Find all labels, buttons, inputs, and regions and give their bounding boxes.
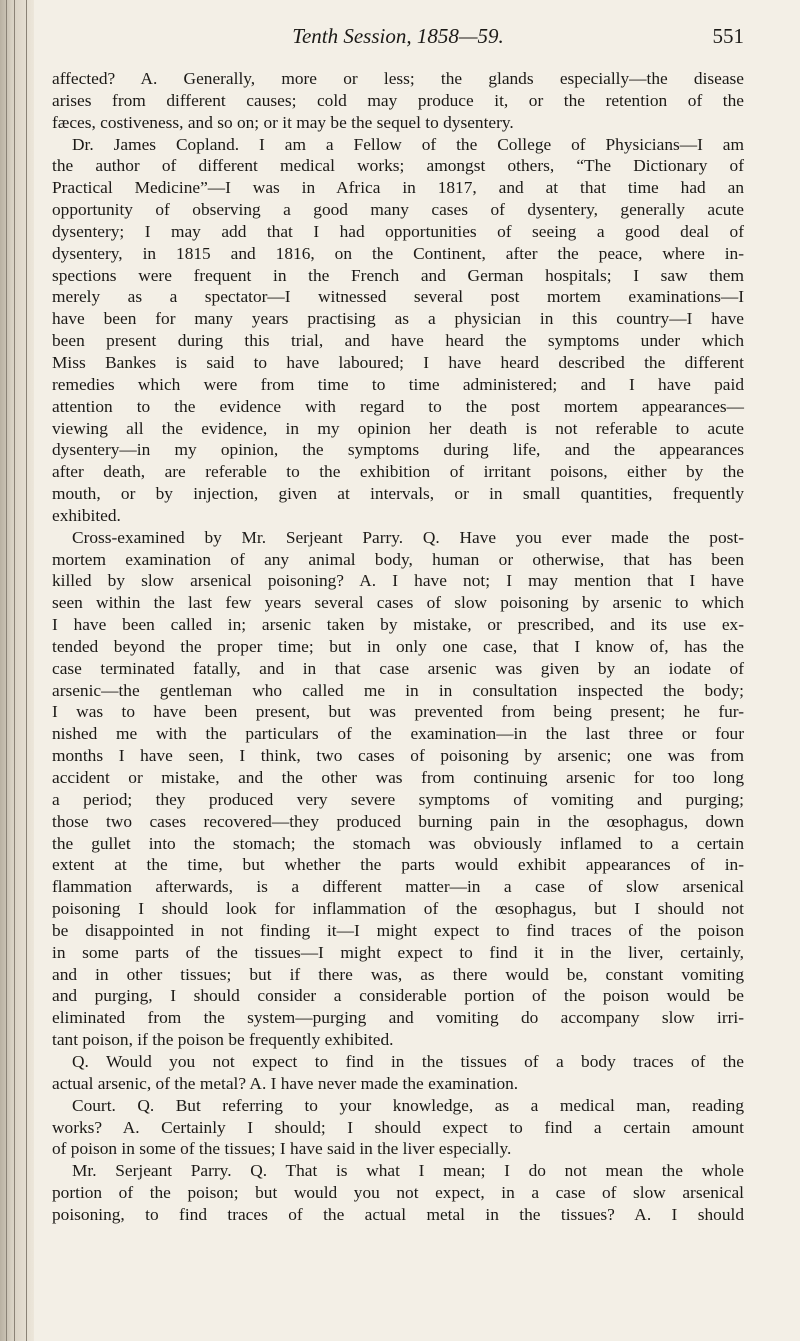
text-line: the author of different medical works; amongst others, “The Dictionary of xyxy=(52,156,744,176)
text-line: viewing all the evidence, in my opinion her death is not referable to acute xyxy=(52,418,744,438)
text-line: those two cases recovered—they produced burning pain in the œsophagus, down xyxy=(52,811,744,831)
book-gutter-edge xyxy=(0,0,34,1341)
text-line: Mr. Serjeant Parry. Q. That is what I mean; I do not mean the whole xyxy=(72,1161,744,1181)
text-line: arsenic—the gentleman who called me in in consultation inspected the body; xyxy=(52,680,744,700)
text-line: eliminated from the system—purging and vomiting do accompany slow irri- xyxy=(52,1008,744,1028)
text-line: and purging, I should consider a considerable portion of the poison would be xyxy=(52,986,744,1006)
text-line: dysentery—in my opinion, the symptoms during life, and the appearances xyxy=(52,440,744,460)
text-line: spections were frequent in the French and German hospitals; I saw them xyxy=(52,265,744,285)
text-line: tant poison, if the poison be frequently exhibited. xyxy=(52,1030,394,1050)
gutter-line xyxy=(6,0,7,1341)
text-line: portion of the poison; but would you not expect, in a case of slow arsenical xyxy=(52,1183,744,1203)
text-line: flammation afterwards, is a different matter—in a case of slow arsenical xyxy=(52,877,744,897)
text-line: in some parts of the tissues—I might expect to find it in the liver, certainly, xyxy=(52,942,744,962)
text-line: fæces, costiveness, and so on; or it may be the sequel to dysentery. xyxy=(52,112,514,132)
text-line: nished me with the particulars of the examination—in the last three or four xyxy=(52,724,744,744)
gutter-line xyxy=(14,0,15,1341)
text-line: Practical Medicine”—I was in Africa in 1817, and at that time had an xyxy=(52,178,744,198)
text-line: a period; they produced very severe symptoms of vomiting and purging; xyxy=(52,789,744,809)
paragraph xyxy=(52,68,744,134)
text-line: Court. Q. But referring to your knowledge, as a medical man, reading xyxy=(72,1095,744,1115)
text-line: mouth, or by injection, given at intervals, or in small quantities, frequently xyxy=(52,484,744,504)
text-line: dysentery; I may add that I had opportunities of seeing a good deal of xyxy=(52,221,744,241)
paragraph xyxy=(52,134,744,527)
text-line: months I have seen, I think, two cases of poisoning by arsenic; one was from xyxy=(52,746,744,766)
text-line: dysentery, in 1815 and 1816, on the Continent, after the peace, where in- xyxy=(52,243,744,263)
text-line: extent at the time, but whether the parts would exhibit appearances of in- xyxy=(52,855,744,875)
text-line: mortem examination of any animal body, human or otherwise, that has been xyxy=(52,549,744,569)
text-line: been present during this trial, and have heard the symptoms under which xyxy=(52,331,744,351)
text-line: Miss Bankes is said to have laboured; I have heard described the different xyxy=(52,352,744,372)
text-line: works? A. Certainly I should; I should expect to find a certain amount xyxy=(52,1117,744,1137)
text-line: of poison in some of the tissues; I have said in the liver especially. xyxy=(52,1139,512,1159)
page-number: 551 xyxy=(712,24,744,48)
text-line: poisoning I should look for inflammation of the œsophagus, but I should not xyxy=(52,899,744,919)
text-line: after death, are referable to the exhibition of irritant poisons, either by the xyxy=(52,462,744,482)
text-line: Dr. James Copland. I am a Fellow of the College of Physicians—I am xyxy=(72,134,744,154)
gutter-line xyxy=(26,0,27,1341)
text-line: I was to have been present, but was prevented from being present; he fur- xyxy=(52,702,744,722)
paragraph xyxy=(52,1160,744,1226)
paragraph xyxy=(52,1051,744,1095)
book-page xyxy=(52,24,744,1226)
text-line: exhibited. xyxy=(52,505,121,525)
text-line: I have been called in; arsenic taken by mistake, or prescribed, and its use ex- xyxy=(52,615,744,635)
text-line: tended beyond the proper time; but in only one case, that I know of, has the xyxy=(52,636,744,656)
text-line: Cross-examined by Mr. Serjeant Parry. Q. Have you ever made the post- xyxy=(72,527,744,547)
text-line: case terminated fatally, and in that case arsenic was given by an iodate of xyxy=(52,658,744,678)
text-line: killed by slow arsenical poisoning? A. I have not; I may mention that I have xyxy=(52,571,744,591)
text-line: attention to the evidence with regard to the post mortem appearances— xyxy=(52,396,744,416)
text-line: remedies which were from time to time administered; and I have paid xyxy=(52,374,744,394)
paragraph xyxy=(52,527,744,1051)
text-line: affected? A. Generally, more or less; the glands especially—the disease xyxy=(52,69,744,88)
running-title: Tenth Session, 1858—59. xyxy=(292,24,504,48)
text-line: seen within the last few years several cases of slow poisoning by arsenic to which xyxy=(52,593,744,613)
text-line: actual arsenic, of the metal? A. I have never made the examination. xyxy=(52,1073,519,1093)
text-line: have been for many years practising as a physician in this country—I have xyxy=(52,309,744,329)
text-line: poisoning, to find traces of the actual metal in the tissues? A. I should xyxy=(52,1204,744,1224)
text-line: and in other tissues; but if there was, as there would be, constant vomiting xyxy=(52,964,744,984)
text-line: Q. Would you not expect to find in the tissues of a body traces of the xyxy=(72,1051,744,1071)
text-line: merely as a spectator—I witnessed several post mortem examinations—I xyxy=(52,287,744,307)
paragraph xyxy=(52,1095,744,1161)
page-header xyxy=(52,24,744,68)
body-text xyxy=(52,68,744,1226)
text-line: opportunity of observing a good many cases of dysentery, generally acute xyxy=(52,200,744,220)
text-line: the gullet into the stomach; the stomach was obviously inflamed to a certain xyxy=(52,833,744,853)
text-line: be disappointed in not finding it—I might expect to find traces of the poison xyxy=(52,920,744,940)
text-line: arises from different causes; cold may produce it, or the retention of the xyxy=(52,90,744,110)
text-line: accident or mistake, and the other was from continuing arsenic for too long xyxy=(52,768,744,787)
